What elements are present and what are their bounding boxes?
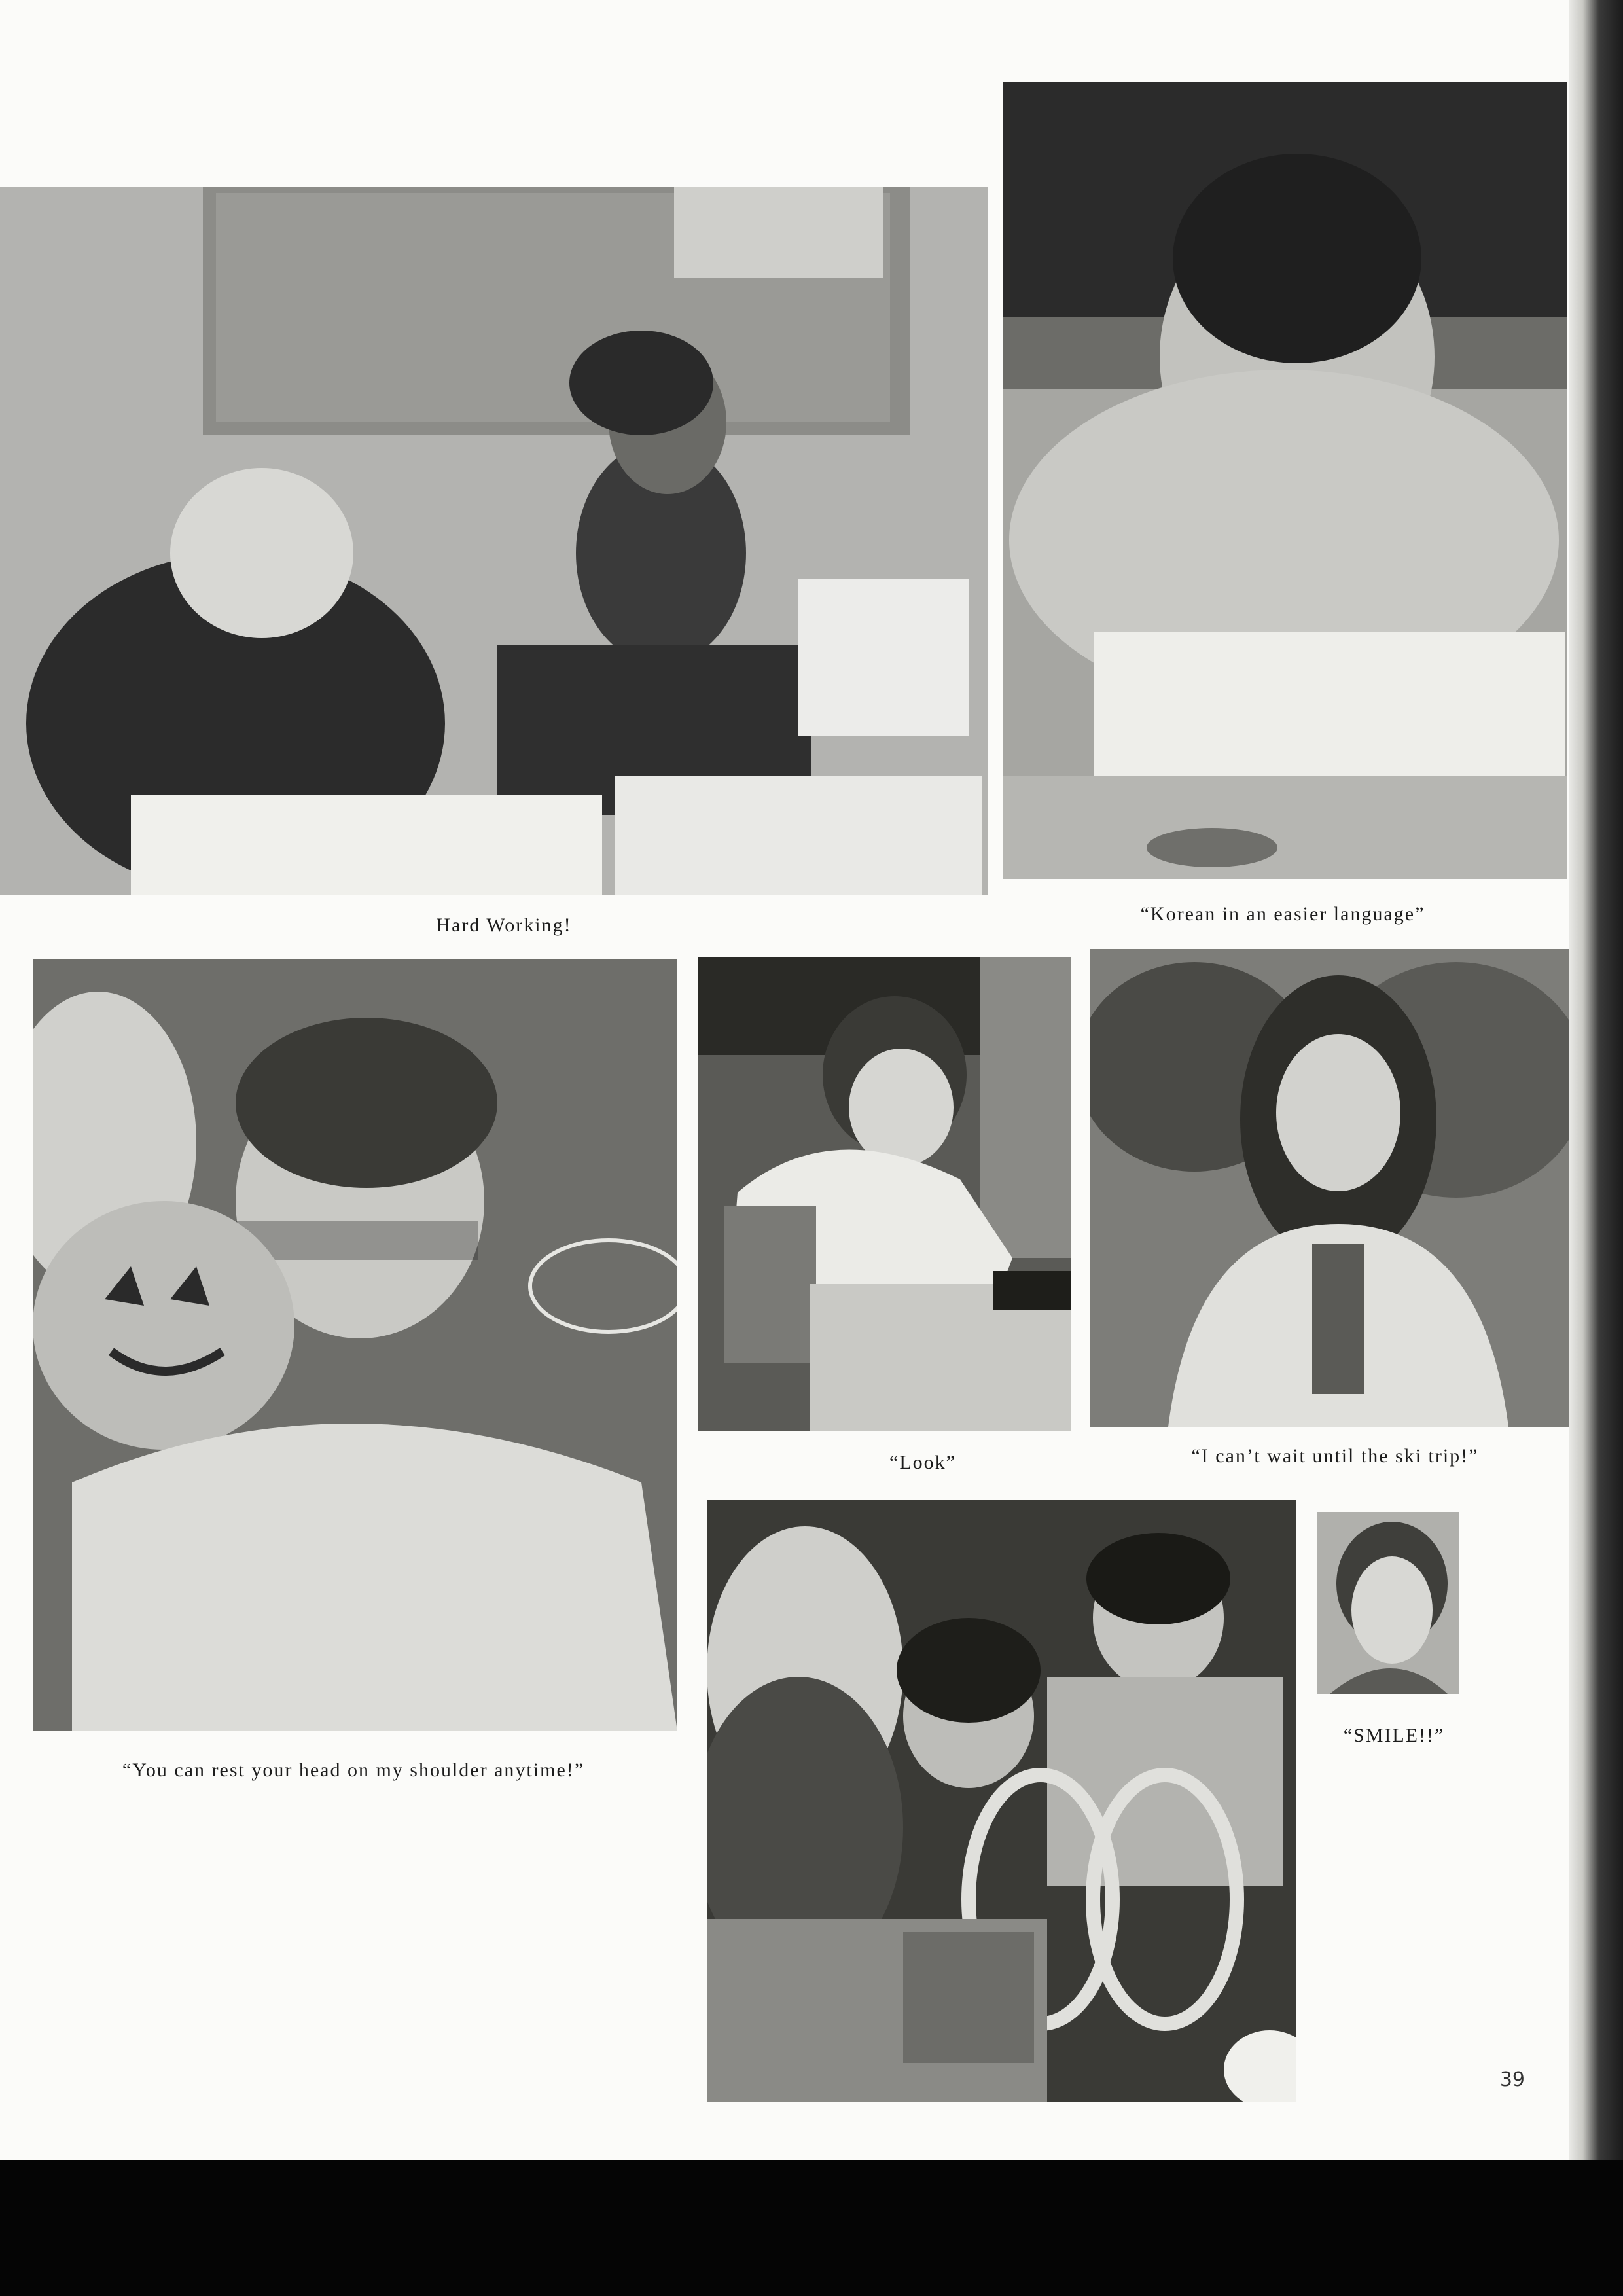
caption-smile: “SMILE!!” [1343,1725,1445,1746]
caption-shoulder: “You can rest your head on my shoulder anytime!” [122,1759,585,1781]
caption-ski-trip: “I can’t wait until the ski trip!” [1191,1445,1479,1467]
photo-smile [1317,1512,1459,1694]
photo-science [707,1500,1296,2102]
photo-hard-working [0,187,988,895]
caption-korean: “Korean in an easier language” [1140,903,1425,925]
caption-hard-working: Hard Working! [436,914,572,936]
photo-shoulder [33,959,677,1731]
photo-look [698,957,1071,1431]
scan-bottom-border [0,2160,1623,2296]
caption-look: “Look” [889,1452,956,1473]
photo-ski-trip [1090,949,1571,1427]
binding-spine [1569,0,1623,2160]
page-number: 39 [1499,2068,1525,2091]
photo-korean [1003,82,1567,879]
